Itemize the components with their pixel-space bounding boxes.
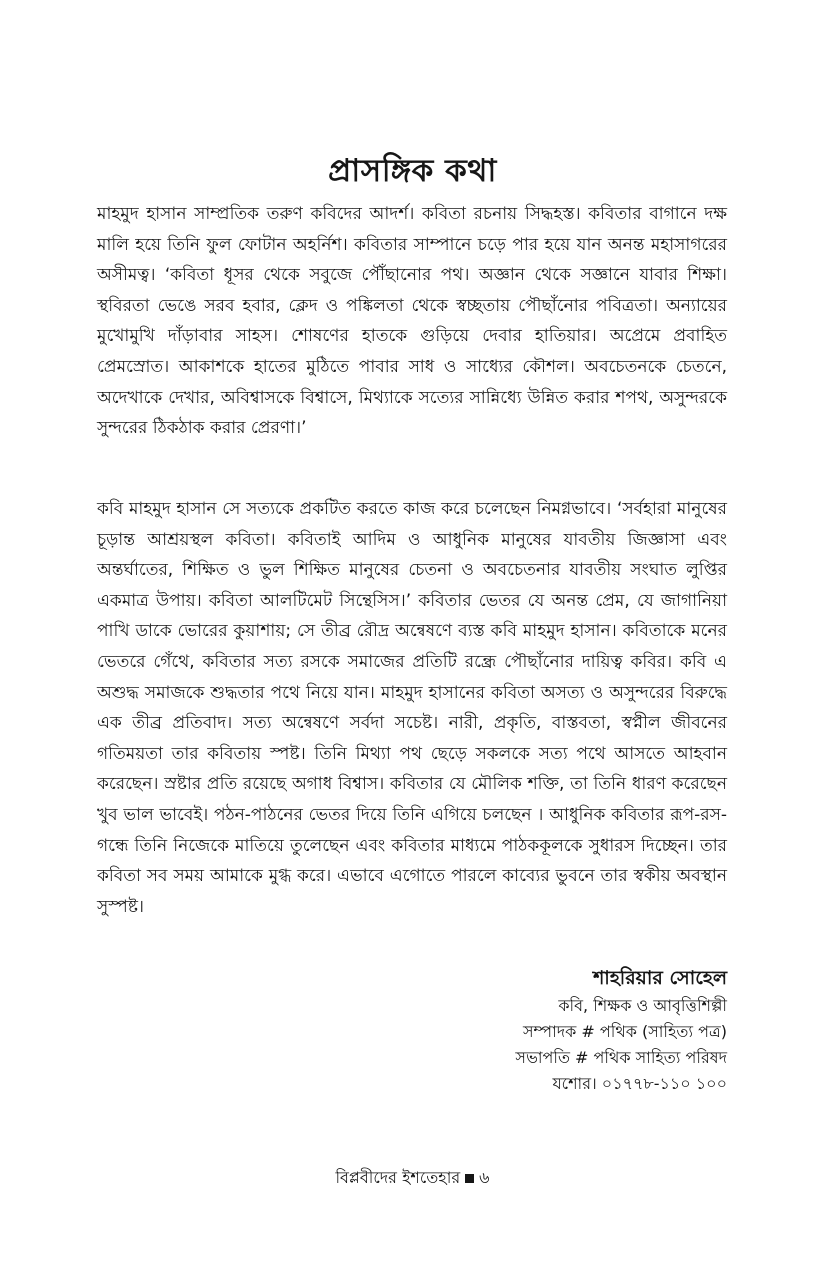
author-name: শাহরিয়ার সোহেল xyxy=(593,967,727,989)
square-bullet-icon xyxy=(465,1174,474,1183)
signature-block xyxy=(515,963,727,1097)
author-president-title: সভাপতি # পথিক সাহিত্য পরিষদ xyxy=(515,1048,727,1067)
author-contact: যশোর। ০১৭৭৮-১১০ ১০০ xyxy=(552,1074,727,1093)
book-title: বিপ্লবীদের ইশতেহার xyxy=(335,1168,461,1187)
page-footer xyxy=(0,1166,825,1190)
body-paragraph-2: কবি মাহমুদ হাসান সে সত্যকে প্রকটিত করতে কাজ করে চলেছেন নিমগ্নভাবে। ‘সর্বহারা মানুষের চূড়ান্ত আশ্রয়স্থল কবিতা। কবিতাই আদিম ও আধুনিক মানুষের যাবতীয় জিজ্ঞাসা এবং অন্তর্ঘাতের, শিক্ষিত ও ভুল শিক্ষিত মানুষের চেতনা ও অবচেতনার যাবতীয় সংঘাত লুপ্তির একমাত্র উপায়। কবিতা আলটিমেট সিন্থেসিস।’ কবিতার ভেতর যে অনন্ত প্রেম, যে জাগানিয়া পাখি ডাকে ভোরের কুয়াশায়; সে তীব্র রৌদ্র অন্বেষণে ব্যস্ত কবি মাহমুদ হাসান। কবিতাকে মনের ভেতরে গেঁথে, কবিতার সত্য রসকে সমাজের প্রতিটি রন্ধ্রে পৌছাঁনোর দায়িত্ব কবির। কবি এ অশুদ্ধ সমাজকে শুদ্ধতার পথে নিয়ে যান। মাহমুদ হাসানের কবিতা অসত্য ও অসুন্দরের বিরুদ্ধে এক তীব্র প্রতিবাদ। সত্য অন্বেষণে সর্বদা সচেষ্ট। নারী, প্রকৃতি, বাস্তবতা, স্বপ্নীল জীবনের গতিময়তা তার কবিতায় স্পষ্ট। তিনি মিথ্যা পথ ছেড়ে সকলকে সত্য পথে আসতে আহবান করেছেন। স্রষ্টার প্রতি রয়েছে অগাধ বিশ্বাস। কবিতার যে মৌলিক শক্তি, তা তিনি ধারণ করেছেন খুব ভাল ভাবেই। পঠন-পাঠনের ভেতর দিয়ে তিনি এগিয়ে চলছেন । আধুনিক কবিতার রূপ-রস-গন্ধে তিনি নিজেকে মাতিয়ে তুলেছেন এবং কবিতার মাধ্যমে পাঠককূলকে সুধারস দিচ্ছেন। তার কবিতা সব সময় আমাকে মুগ্ধ করে। এভাবে এগোতে পারলে কাব্যের ভুবনে তার স্বকীয় অবস্থান সুস্পষ্ট। xyxy=(97,499,727,917)
page-title: প্রাসঙ্গিক কথা xyxy=(328,152,497,189)
author-editor-title: সম্পাদক # পথিক (সাহিত্য পত্র) xyxy=(522,1022,727,1041)
body-paragraph-1: মাহমুদ হাসান সাম্প্রতিক তরুণ কবিদের আদর্শ। কবিতা রচনায় সিদ্ধহস্ত। কবিতার বাগানে দক্ষ মালি হয়ে তিনি ফুল ফোটান অহর্নিশ। কবিতার সাম্পানে চড়ে পার হয়ে যান অনন্ত মহাসাগরের অসীমত্ব। ‘কবিতা ধূসর থেকে সবুজে পৌঁছানোর পথ। অজ্ঞান থেকে সজ্ঞানে যাবার শিক্ষা। স্থবিরতা ভেঙে সরব হবার, ক্লেদ ও পঙ্কিলতা থেকে স্বচ্ছতায় পৌছাঁনোর পবিত্রতা। অন্যায়ের মুখোমুখি দাঁড়াবার সাহস। শোষণের হাতকে গুড়িয়ে দেবার হাতিয়ার। অপ্রেমে প্রবাহিত প্রেমস্রোত। আকাশকে হাতের মুঠিতে পাবার সাধ ও সাধ্যের কৌশল। অবচেতনকে চেতনে, অদেখাকে দেখার, অবিশ্বাসকে বিশ্বাসে, মিথ্যাকে সত্যের সান্নিধ্যে উন্নিত করার শপথ, অসুন্দরকে সুন্দরের ঠিকঠাক করার প্রেরণা।’ xyxy=(97,204,727,439)
page-number: ৬ xyxy=(479,1168,490,1187)
author-roles: কবি, শিক্ষক ও আবৃত্তিশিল্পী xyxy=(558,996,727,1015)
